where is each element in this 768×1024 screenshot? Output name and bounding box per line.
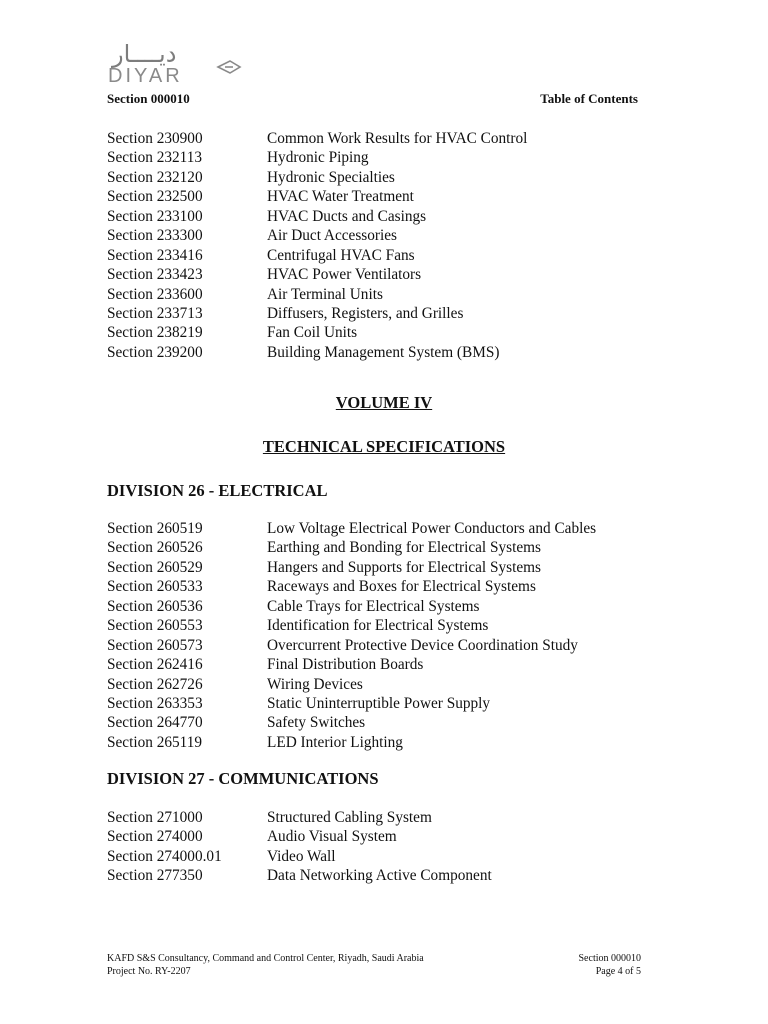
section-code: Section 233416 [107,246,203,264]
footer-project-info [107,952,424,978]
section-title: Raceways and Boxes for Electrical Systems [267,578,536,596]
section-title: Hydronic Specialties [267,168,395,186]
toc-row [107,168,667,187]
section-title: Air Terminal Units [267,285,383,303]
section-title: HVAC Power Ventilators [267,266,422,284]
toc-row [107,129,667,148]
diyar-chevron-icon [216,58,242,76]
section-title: Wiring Devices [267,675,363,693]
section-code: Section 233713 [107,304,203,322]
section-code: Section 264770 [107,714,203,732]
header-section-number: Section 000010 [107,91,190,106]
section-title: Earthing and Bonding for Electrical Systems [267,539,542,557]
division-27-heading: DIVISION 27 - COMMUNICATIONS [107,769,379,788]
footer-line-2: Project No. RY-2207 [107,966,191,977]
section-title: Video Wall [267,847,336,865]
toc-row [107,827,667,846]
section-code: Section 239200 [107,343,203,361]
section-title: Cable Trays for Electrical Systems [267,597,480,615]
section-code: Section 260529 [107,558,203,576]
toc-row [107,226,667,245]
toc-row [107,577,667,596]
toc-row [107,597,667,616]
section-title: Safety Switches [267,714,366,732]
toc-row [107,538,667,557]
division-26-section-list [107,519,667,752]
section-code: Section 274000.01 [107,847,222,865]
section-title: Centrifugal HVAC Fans [267,246,415,264]
section-code: Section 265119 [107,733,203,751]
section-title: Hydronic Piping [267,149,369,167]
footer-page-number: Page 4 of 5 [595,966,641,977]
toc-row [107,675,667,694]
section-title: Diffusers, Registers, and Grilles [267,304,464,322]
section-code: Section 233600 [107,285,203,303]
footer-page-info [579,952,642,978]
section-code: Section 232500 [107,188,203,206]
section-code: Section 233100 [107,207,203,225]
section-code: Section 271000 [107,809,203,826]
toc-row [107,148,667,167]
section-code: Section 260519 [107,520,203,537]
section-code: Section 230900 [107,130,203,147]
section-title: Identification for Electrical Systems [267,617,489,635]
section-title: HVAC Ducts and Casings [267,207,427,225]
footer-section: Section 000010 [578,953,641,964]
toc-row [107,343,667,362]
header-title: Table of Contents [540,91,638,106]
section-title: Hangers and Supports for Electrical Systems [267,558,542,576]
toc-row [107,808,667,827]
toc-row [107,713,667,732]
division-27-section-list [107,808,667,886]
section-code: Section 277350 [107,867,203,885]
section-title: Building Management System (BMS) [267,343,500,361]
section-code: Section 233300 [107,227,203,245]
toc-row [107,285,667,304]
toc-row [107,207,667,226]
hvac-section-list [107,129,667,362]
toc-row [107,694,667,713]
section-code: Section 232120 [107,168,203,186]
volume-heading: VOLUME IV [335,393,433,412]
toc-row [107,636,667,655]
footer-line-1: KAFD S&S Consultancy, Command and Control Center, Riyadh, Saudi Arabia [107,953,424,964]
section-code: Section 263353 [107,694,203,712]
section-title: LED Interior Lighting [267,733,403,751]
section-code: Section 260533 [107,578,203,596]
toc-row [107,847,667,866]
toc-row [107,558,667,577]
section-title: Low Voltage Electrical Power Conductors and Cables [267,520,597,537]
section-title: Static Uninterruptible Power Supply [267,694,491,712]
logo-english-text: DIYAR [108,65,183,87]
section-code: Section 274000 [107,828,203,846]
section-title: Common Work Results for HVAC Control [267,130,528,147]
section-title: Data Networking Active Component [267,867,492,885]
toc-row [107,323,667,342]
logo-arabic-text: ديــــار [112,40,177,68]
section-code: Section 238219 [107,324,203,342]
toc-row [107,304,667,323]
toc-row [107,866,667,885]
section-code: Section 260553 [107,617,203,635]
section-title: Audio Visual System [267,828,397,846]
section-code: Section 262416 [107,656,203,674]
toc-row [107,246,667,265]
section-title: Air Duct Accessories [267,227,397,245]
section-title: Fan Coil Units [267,324,358,342]
toc-row [107,616,667,635]
toc-row [107,655,667,674]
section-title: Structured Cabling System [267,809,432,826]
section-code: Section 260526 [107,539,203,557]
toc-row [107,519,667,538]
toc-row [107,733,667,752]
toc-row [107,187,667,206]
section-code: Section 260573 [107,636,203,654]
diyar-logo [108,42,248,87]
section-title: Overcurrent Protective Device Coordination Study [267,636,578,654]
section-code: Section 232113 [107,149,203,167]
technical-specifications-heading: TECHNICAL SPECIFICATIONS [262,437,506,456]
toc-row [107,265,667,284]
section-code: Section 260536 [107,597,203,615]
section-code: Section 262726 [107,675,203,693]
division-26-heading: DIVISION 26 - ELECTRICAL [107,481,328,500]
section-code: Section 233423 [107,266,203,284]
section-title: HVAC Water Treatment [267,188,414,206]
section-title: Final Distribution Boards [267,656,424,674]
